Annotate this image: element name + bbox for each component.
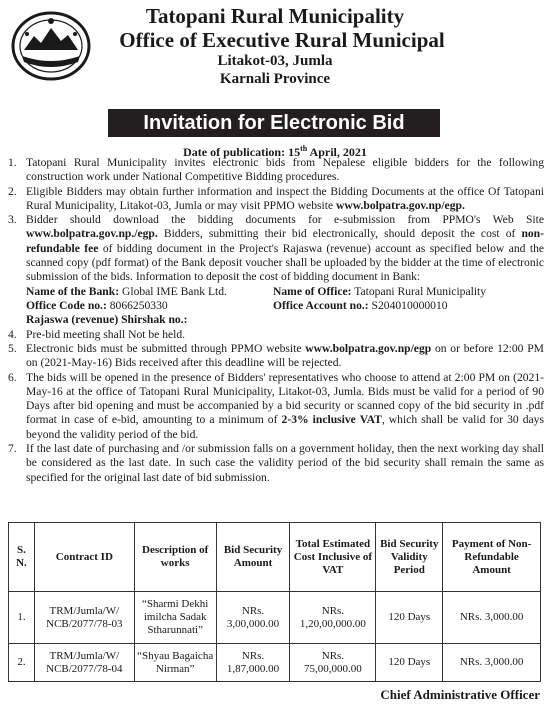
rajaswa-label: Rajaswa (revenue) Shirshak no.: — [26, 312, 188, 326]
header-bid-security: Bid Security Amount — [216, 523, 290, 592]
clause-emphasis: 2-3% inclusive VAT — [281, 413, 382, 427]
bid-table — [8, 522, 541, 682]
cell-description: “Shyau Bagaicha Nirman” — [134, 644, 216, 682]
office-account-value: S204010000010 — [368, 298, 448, 312]
clause-text: If the last date of purchasing and /or submission falls on a government holiday, then the next working day shall be considered as the last date. In such case the validity period of the bid security shall remain the same as specified for the original last date of bid submission. — [26, 442, 544, 484]
clause-text: Tatopani Rural Municipality invites electronic bids from Nepalese eligible bidders for the following construction work under National Competitive Bidding procedures. — [26, 156, 544, 184]
bank-name-row — [26, 285, 227, 299]
cell-contract-id: TRM/Jumla/W/ NCB/2077/78-03 — [34, 592, 134, 644]
province-name: Karnali Province — [219, 71, 331, 87]
cell-sn: 2. — [9, 644, 35, 682]
bank-name-label: Name of the Bank: — [26, 284, 120, 298]
bank-details — [8, 285, 544, 328]
clause-number: 1. — [8, 156, 17, 169]
notice-items-part-1 — [8, 156, 544, 285]
cell-validity: 120 Days — [376, 592, 443, 644]
cell-sn: 1. — [9, 592, 35, 644]
clause-text: The bids will be opened in the presence of Bidders' representatives who choose to attend at 2:00 PM on (2021-May-16 at the office of Tatopani Rural Municipality, Litakot-03, Jumla. Bids must be valid for a period of 90 Days after bid opening and must be accompanied by a bid security or scanned copy of the bid security in .pdf format in case of e-bid, amounting to a minimum of — [26, 370, 544, 427]
publication-date-label: Date of publication: 15 — [183, 145, 301, 159]
clause-number: 3. — [8, 213, 17, 227]
cell-total-cost: NRs. 75,00,000.00 — [290, 644, 376, 682]
header-total-cost: Total Estimated Cost Inclusive of VAT — [290, 523, 376, 592]
cell-description: “Sharmi Dekhi imilcha Sadak Stharunnati” — [134, 592, 216, 644]
cell-bid-security: NRs. 3,00,000.00 — [216, 592, 290, 644]
numbered-clause — [8, 156, 544, 185]
clause-text: on or before 12:00 PM on (2021-May-16) Bids received after this deadline will be rejected. — [26, 341, 544, 370]
office-account-label: Office Account no.: — [273, 298, 369, 312]
header-validity: Bid Security Validity Period — [376, 523, 443, 592]
numbered-clause — [8, 213, 544, 284]
publication-date-rest: April, 2021 — [307, 145, 367, 159]
clause-number: 6. — [8, 370, 17, 384]
office-name-value: Tatopani Rural Municipality — [351, 284, 487, 298]
notice-body — [8, 156, 544, 485]
numbered-clause — [8, 371, 544, 442]
publication-date-suffix: th — [300, 144, 308, 153]
clause-emphasis: www.bolpatra.gov.np/egp — [305, 341, 432, 355]
numbered-clause — [8, 185, 544, 214]
clause-text: of bidding document in the Project's Rajaswa (revenue) account as specified below and the scanned copy (pdf format) of the Bank deposit voucher shall be uploaded by the bidder at the time of electronic submission of the bids. Information to deposit the cost of bidding document in Bank: — [26, 241, 545, 284]
header-sn: S. N. — [9, 523, 35, 592]
table-header-row — [9, 523, 541, 592]
clause-text: , which shall be valid for 30 days beyond the validity period of the bid. — [26, 413, 544, 441]
office-name-label: Name of Office: — [273, 284, 352, 298]
clause-emphasis: www.bolpatra.gov.np./egp. — [26, 227, 158, 241]
cell-validity: 120 Days — [376, 644, 443, 682]
clause-number: 2. — [8, 184, 17, 198]
clause-text: Bidders, submitting their bid electronically, should deposit the cost of — [157, 227, 522, 241]
cell-contract-id: TRM/Jumla/W/ NCB/2077/78-04 — [34, 644, 134, 682]
table-row — [9, 644, 541, 682]
office-code-value: 8066250330 — [106, 298, 168, 312]
header-description: Description of works — [134, 523, 216, 592]
table-row — [9, 592, 541, 644]
notice-header — [0, 4, 550, 102]
numbered-clause — [8, 328, 544, 342]
clause-number: 5. — [8, 341, 17, 355]
office-name: Office of Executive Rural Municipal — [119, 28, 445, 52]
clause-text: Eligible Bidders may obtain further information and inspect the Bidding Documents at the office Of Tatopani Rural Municipality, Litakot-03, Jumla or may visit PPMO website — [26, 184, 544, 212]
clause-text: Electronic bids must be submitted through PPMO website — [26, 341, 306, 355]
signoff: Chief Administrative Officer — [380, 687, 540, 702]
notice-items-part-2 — [8, 328, 544, 485]
municipality-name: Tatopani Rural Municipality — [145, 4, 405, 28]
cell-payment: NRs. 3,000.00 — [443, 644, 541, 682]
office-account-row — [273, 299, 448, 313]
numbered-clause — [8, 442, 544, 485]
office-name-row — [273, 285, 486, 299]
header-payment: Payment of Non-Refundable Amount — [443, 523, 541, 592]
clause-text: Pre-bid meeting shall Not be held. — [26, 327, 186, 341]
cell-bid-security: NRs. 1,87,000.00 — [216, 644, 290, 682]
bank-name-value: Global IME Bank Ltd. — [119, 284, 227, 298]
office-code-row — [26, 299, 168, 313]
notice-title-banner: Invitation for Electronic Bid — [108, 109, 440, 137]
clause-number: 7. — [8, 442, 17, 456]
header-contract-id: Contract ID — [34, 523, 134, 592]
cell-payment: NRs. 3,000.00 — [443, 592, 541, 644]
clause-text: Bidder should download the bidding documents for e-submission from PPMO's Web Site — [26, 213, 544, 227]
clause-number: 4. — [8, 327, 17, 341]
clause-emphasis: non-refundable fee — [26, 227, 544, 255]
clause-emphasis: www.bolpatra.gov.np/egp. — [336, 198, 465, 212]
cell-total-cost: NRs. 1,20,00,000.00 — [290, 592, 376, 644]
office-code-label: Office Code no.: — [26, 298, 107, 312]
numbered-clause — [8, 342, 544, 371]
office-address: Litakot-03, Jumla — [217, 53, 333, 69]
